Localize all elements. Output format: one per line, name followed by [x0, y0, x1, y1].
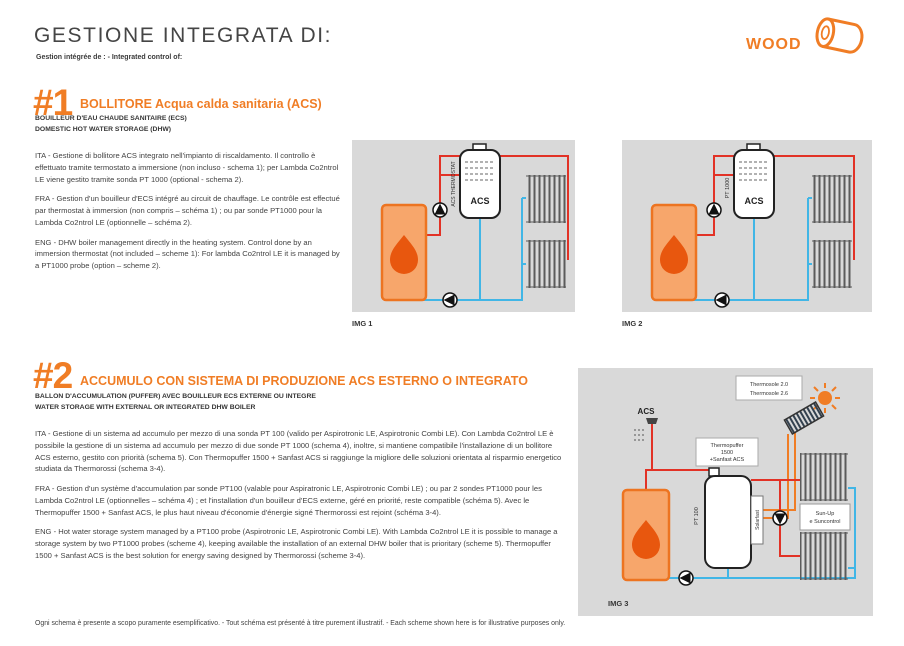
pump-icon: [773, 511, 787, 525]
acs-tank: [734, 144, 774, 218]
solarfast-box: [751, 496, 763, 544]
tank-label: ACS: [470, 196, 490, 206]
section2-paragraph-ita: ITA - Gestione di un sistema ad accumulo per mezzo di una sonda PT 100 (valido per Aspirotronic LE, Aspirotronic Combi LE). Con Lambda Co2ntrol LE è possibile la gestione di un sistema ad accumulo per mezzo di due sonde PT 1000 (schema 4), inoltre, si mantiene compatibile l'installazione di un bollitore ACS esterno, gestito con priorità (schema 5). Con Thermopuffer 1500 + Sanfast ACS si raggiunge la migliore delle soluzioni orientata al risparmio energetico studiata da Thermorossi (schema 3-4).: [35, 429, 562, 474]
svg-text:Solarfast: Solarfast: [755, 510, 761, 530]
section1-paragraph-eng: ENG - DHW boiler management directly in the heating system. Control done by an immersion thermostat (not included – scheme 1): For lambda Co2ntrol LE it is managed by a PT1000 probe (option – scheme 2).: [35, 237, 340, 271]
section1-title: BOLLITORE Acqua calda sanitaria (ACS): [80, 97, 322, 111]
boiler: [623, 490, 669, 580]
pump-icon: [433, 203, 447, 217]
svg-text:Thermopuffer: Thermopuffer: [710, 443, 744, 449]
pump-icon: [679, 571, 693, 585]
brand-label: WOOD: [746, 36, 802, 53]
boiler: [652, 205, 696, 300]
section1-number: #1: [33, 82, 73, 123]
tank-label: ACS: [744, 196, 764, 206]
radiator: [800, 532, 848, 580]
radiator: [812, 240, 852, 288]
pump-icon: [715, 293, 729, 307]
section1-paragraph-ita: ITA - Gestione di bollitore ACS integrato nell'impianto di riscaldamento. Il controllo è effettuato tramite termostato a immersione (non incluso - schema 1); per Lambda Co2ntrol LE viene gestito tramite sonda PT 1000 (optional - schema 2).: [35, 151, 339, 184]
svg-text:Sun-Up: Sun-Up: [815, 511, 835, 517]
pump-icon: [707, 203, 721, 217]
diagram-1: [352, 140, 575, 312]
sensor-label: PT 1000: [725, 177, 731, 199]
svg-text:+Sanfast ACS: +Sanfast ACS: [709, 457, 745, 463]
pump-icon: [443, 293, 457, 307]
section2-paragraph-fra: FRA - Gestion d'un système d'accumulation par sonde PT100 (valable pour Aspiratronic LE, Aspirotronic Combi LE) ; ou par 2 sondes PT1000 pour les Lambda Co2ntrol LE (optionnelles – schéma 4) ; et l'installation d'un bouilleur d'ECS externe, géré en priorité, reste compatible (schéma 5). Avec le Thermopuffer 1500 + Sanfast ACS, le plus haut niveau d'économie d'énergie signé Thermorossi est rejoint (schéma 3-4).: [35, 484, 542, 517]
footer-disclaimer: Ogni schema è presente a scopo puramente esemplificativo. - Tout schéma est présenté à titre purement illustratif. - Each scheme shown here is for illustrative purposes only.: [35, 620, 566, 627]
page-title: GESTIONE INTEGRATA DI:: [34, 24, 333, 47]
section2-paragraph-eng: ENG - Hot water storage system managed by a PT100 probe (Aspirotronic LE, Aspirotronic Combi LE). With Lambda Co2ntrol LE it is possible to manage a storage system by two PT1000 probes (scheme 4), keeping available the installation of an external DHW boiler that is prioritary (scheme 5). Thermopuffer 1500 + Sanfast ACS is the best solution for energy saving designed by Thermorossi (scheme 3-4).: [35, 527, 558, 560]
puffer-label: [696, 438, 758, 466]
radiator: [812, 175, 852, 223]
radiator: [526, 175, 566, 223]
section1-paragraph-fra: FRA - Gestion d'un bouilleur d'ECS intégré au circuit de chauffage. Le contrôle est effectué par thermostat à immersion (non compris – schéma 1) ; ou par sonde PT1000 pour la Lambda Co2ntrol LE (optionnelle – schéma 2).: [35, 194, 340, 227]
svg-text:ACS: ACS: [637, 407, 655, 416]
section1-subtitle-eng: DOMESTIC HOT WATER STORAGE (DHW): [35, 125, 172, 133]
wood-log-icon: [808, 12, 874, 60]
section1-subtitles: [35, 114, 187, 135]
diagram-1-panel: [352, 140, 575, 312]
thermosole-label: [736, 376, 802, 400]
img2-caption: IMG 2: [622, 319, 643, 328]
radiator: [526, 240, 566, 288]
svg-text:e Suncontrol: e Suncontrol: [809, 519, 841, 525]
shower-icon: [634, 407, 658, 440]
section1-paragraphs: [35, 150, 341, 280]
section1-subtitle-fra: BOUILLEUR D'EAU CHAUDE SANITAIRE (ECS): [35, 115, 187, 122]
radiator: [800, 453, 848, 501]
diagram-2-panel: [622, 140, 872, 312]
diagram-3: [578, 368, 873, 616]
diagram-2: [622, 140, 872, 312]
section2-number: #2: [33, 355, 73, 396]
sensor-label: ACS THERMOSTAT: [451, 161, 457, 207]
section2-subtitles: [35, 392, 316, 413]
sensor-label: PT 100: [694, 507, 700, 525]
diagram-3-panel: [578, 368, 873, 616]
svg-text:Thermosole 2.0: Thermosole 2.0: [749, 382, 789, 388]
boiler: [382, 205, 426, 300]
img1-caption: IMG 1: [352, 319, 373, 328]
page-subtitle: Gestion intégrée de : - Integrated control of:: [36, 54, 183, 61]
acs-tank: [460, 144, 500, 218]
suncontrol-box: [800, 504, 850, 530]
svg-text:Thermosole 2.6: Thermosole 2.6: [749, 391, 789, 397]
section2-subtitle-fra: BALLON D'ACCUMULATION (PUFFER) AVEC BOUILLEUR ECS EXTERNE OU INTEGRE: [35, 393, 316, 400]
svg-text:1500: 1500: [720, 450, 734, 456]
buffer-tank: [705, 468, 751, 568]
section2-subtitle-eng: WATER STORAGE WITH EXTERNAL OR INTEGRATED DHW BOILER: [35, 403, 256, 411]
img3-caption: IMG 3: [608, 599, 629, 608]
solar-collector: [784, 402, 823, 434]
section2-title: ACCUMULO CON SISTEMA DI PRODUZIONE ACS ESTERNO O INTEGRATO: [80, 374, 528, 388]
section2-paragraphs: [35, 428, 569, 570]
